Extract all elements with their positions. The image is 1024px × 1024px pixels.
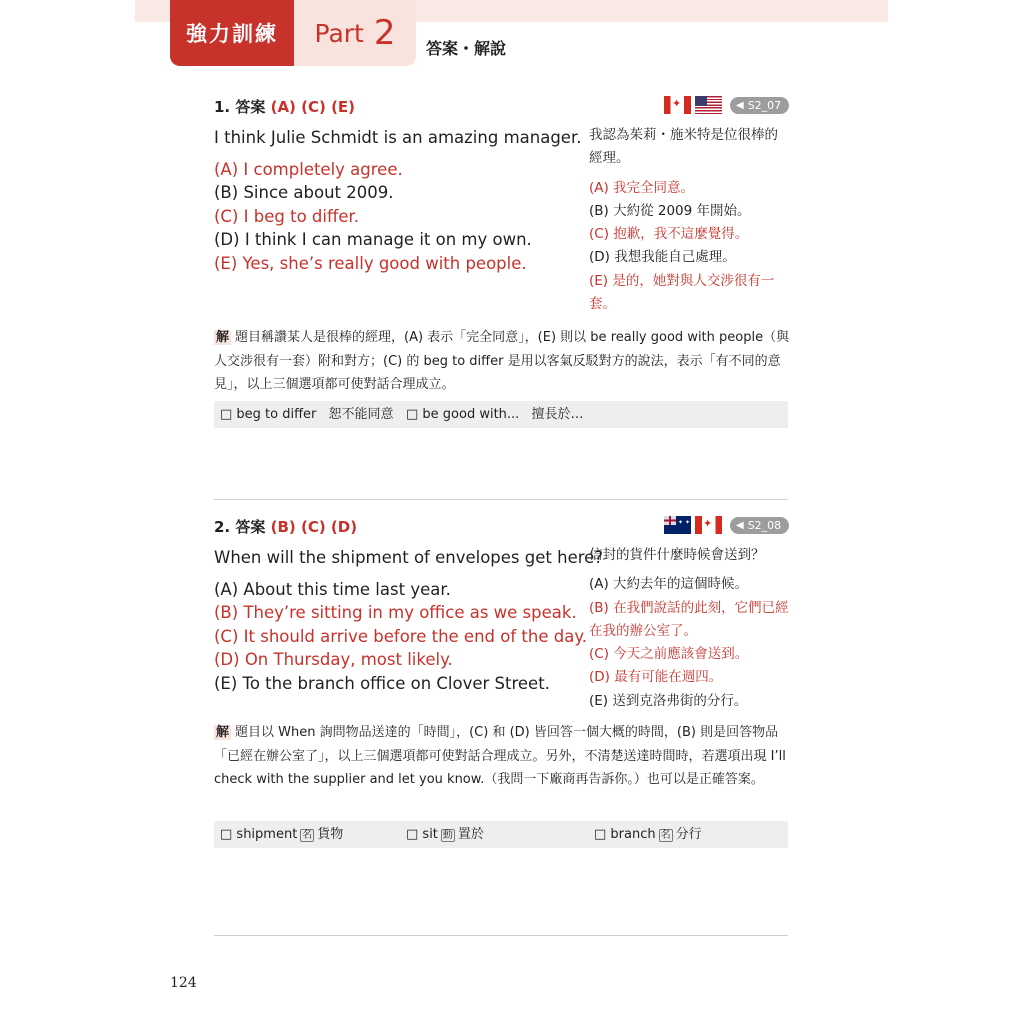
question-text: When will the shipment of envelopes get here? xyxy=(214,548,604,567)
question-2-chinese xyxy=(589,544,789,713)
speaker-icon: ◀ xyxy=(736,519,744,531)
page-number: 124 xyxy=(170,975,197,991)
question-2-heading xyxy=(214,516,357,537)
option-e-translation: (E) 是的，她對與人交涉很有一套。 xyxy=(589,272,775,313)
question-text: I think Julie Schmidt is an amazing manager. xyxy=(214,128,582,147)
part-number: 2 xyxy=(373,13,396,53)
audio-track-button[interactable] xyxy=(730,517,789,534)
section-tab-title: 強力訓練 xyxy=(186,22,278,46)
part-tab xyxy=(294,0,416,66)
section-tab xyxy=(170,0,294,66)
question-1-vocab xyxy=(214,401,788,428)
vocab-term: □ sit xyxy=(406,827,438,842)
vocab-meaning: 分行 xyxy=(675,827,702,842)
answer-key: (A) (C) (E) xyxy=(270,98,356,116)
section-divider xyxy=(214,499,788,500)
vocab-meaning: 貨物 xyxy=(317,827,344,842)
option-b-translation: (B) 在我們說話的此刻，它們已經在我的辦公室了。 xyxy=(589,599,789,639)
option-b: (B) They’re sitting in my office as we speak. xyxy=(214,603,577,622)
option-a-translation: (A) 大約去年的這個時候。 xyxy=(589,576,749,593)
option-c: (C) It should arrive before the end of the day. xyxy=(214,626,587,646)
option-e: (E) To the branch office on Clover Street. xyxy=(214,673,550,693)
canada-flag-icon xyxy=(664,96,691,114)
explanation-label: 解 xyxy=(216,725,230,740)
question-number: 2. 答案 xyxy=(214,518,266,536)
vocab-meaning: 恕不能同意 xyxy=(328,407,394,422)
option-b-translation: (B) 大約從 2009 年開始。 xyxy=(589,202,751,219)
option-a: (A) I completely agree. xyxy=(214,159,403,179)
question-2-vocab xyxy=(214,821,788,848)
question-2-accents xyxy=(664,516,789,534)
question-1-chinese xyxy=(589,124,789,316)
canada-flag-icon xyxy=(695,516,722,534)
part-of-speech-tag: 名 xyxy=(302,830,313,841)
option-c-translation: (C) 今天之前應該會送到。 xyxy=(589,646,749,663)
option-d: (D) On Thursday, most likely. xyxy=(214,650,453,669)
option-e: (E) Yes, she’s really good with people. xyxy=(214,253,527,273)
australia-flag-icon xyxy=(664,516,691,534)
audio-track-label: S2_08 xyxy=(747,518,782,532)
vocab-item xyxy=(594,821,702,849)
vocab-item xyxy=(220,821,343,849)
option-c: (C) I beg to differ. xyxy=(214,206,359,226)
audio-track-button[interactable] xyxy=(730,97,789,114)
vocab-term: □ shipment xyxy=(220,827,298,842)
vocab-meaning: 置於 xyxy=(457,827,484,842)
audio-track-label: S2_07 xyxy=(747,98,782,112)
option-d-translation: (D) 最有可能在週四。 xyxy=(589,669,723,686)
speaker-icon: ◀ xyxy=(736,99,744,111)
option-d-translation: (D) 我想我能自己處理。 xyxy=(589,249,736,266)
question-2-explanation xyxy=(214,721,790,792)
vocab-item xyxy=(406,401,583,428)
answer-key: (B) (C) (D) xyxy=(270,518,358,536)
vocab-meaning: 擅長於… xyxy=(531,407,584,422)
vocab-term: □ be good with... xyxy=(406,407,520,422)
part-label: Part xyxy=(314,18,364,48)
question-translation: 信封的貨件什麼時候會送到？ xyxy=(589,547,765,563)
question-1-heading xyxy=(214,96,355,117)
vocab-term: □ branch xyxy=(594,827,656,842)
vocab-item xyxy=(406,821,484,849)
option-b: (B) Since about 2009. xyxy=(214,183,394,202)
question-1-english xyxy=(214,126,581,275)
vocab-term: □ beg to differ xyxy=(220,407,317,422)
explanation-text: 題目以 When 詢問物品送達的「時間」，(C) 和 (D) 皆回答一個大概的時間，(B) 則是回答物品「已經在辦公室了」，以上三個選項都可使對話合理成立。另外，不清楚送達時間時，若選項出現 I’ll check with the supplier and let you know.（我問一下廠商再告訴你。）也可以是正確答案。 xyxy=(214,725,786,787)
part-of-speech-tag: 名 xyxy=(660,830,671,841)
option-e-translation: (E) 送到克洛弗街的分行。 xyxy=(589,692,748,709)
question-number: 1. 答案 xyxy=(214,98,266,116)
explanation-label: 解 xyxy=(216,330,230,345)
section-divider xyxy=(214,935,788,936)
option-a-translation: (A) 我完全同意。 xyxy=(589,179,695,196)
vocab-item xyxy=(220,401,394,428)
page-subtitle: 答案・解說 xyxy=(426,39,507,58)
question-translation: 我認為茱莉・施米特是位很棒的經理。 xyxy=(589,127,778,167)
option-d: (D) I think I can manage it on my own. xyxy=(214,230,532,249)
option-c-translation: (C) 抱歉，我不這麼覺得。 xyxy=(589,226,749,243)
question-2-english xyxy=(214,546,603,695)
part-of-speech-tag: 動 xyxy=(442,830,453,841)
question-1-explanation xyxy=(214,326,790,397)
option-a: (A) About this time last year. xyxy=(214,579,451,599)
question-1-accents xyxy=(664,96,789,114)
usa-flag-icon xyxy=(695,96,722,114)
explanation-text: 題目稱讚某人是很棒的經理，(A) 表示「完全同意」，(E) 則以 be really good with people（與人交涉很有一套）附和對方；(C) 的 beg to differ 是用以客氣反駁對方的說法，表示「有不同的意見」，以上三個選項都可使對話合理成立。 xyxy=(214,330,790,392)
